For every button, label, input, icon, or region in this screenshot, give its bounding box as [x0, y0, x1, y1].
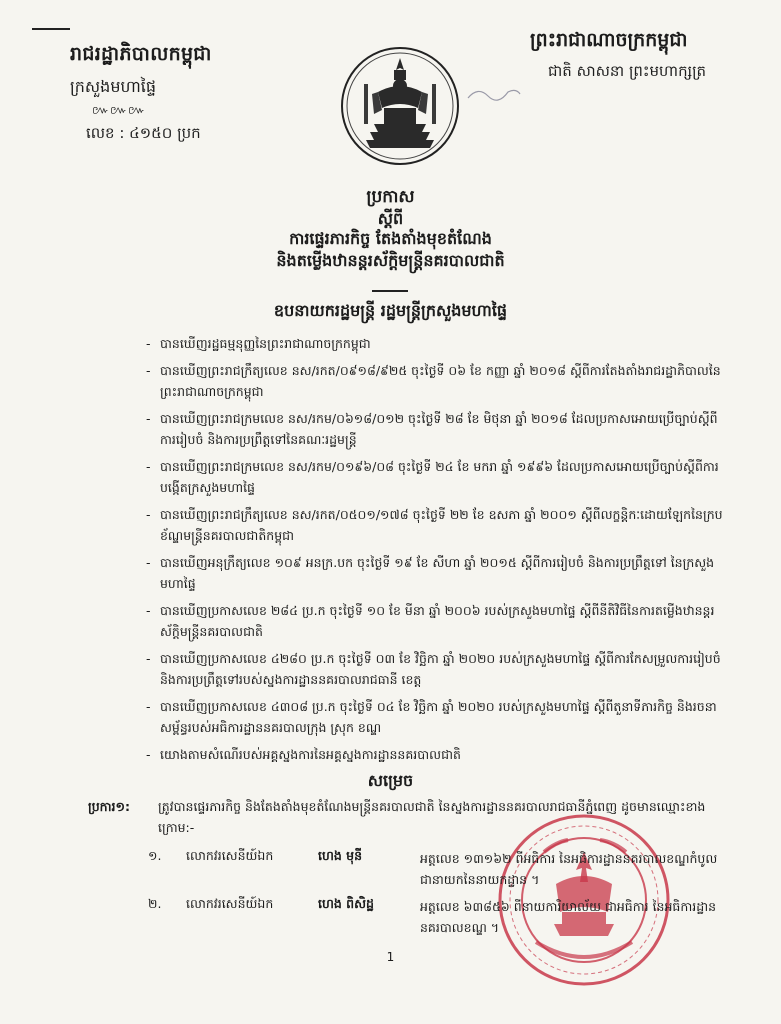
person-1-description: អត្តលេខ ១៣១៦២ ពីអធិការ នៃអធិការដ្ឋាននគរបាលខណ្ឌកំបូល ជានាយកនៃនាយកដ្ឋាន ។: [420, 851, 718, 887]
person-1-rank: លោកវរសេនីយ៍ឯក: [186, 848, 274, 863]
ministry-name: ក្រសួងមហាផ្ទៃ: [70, 77, 157, 96]
page-number: 1: [386, 950, 395, 964]
ministry-emblem-icon: [338, 44, 462, 168]
person-1-name: ហេង មុនី: [318, 848, 363, 863]
doc-subject-line-2: និងតម្លើងឋានន្តរស័ក្តិមន្ត្រីនគរបាលជាតិ: [276, 251, 505, 270]
person-2-rank: លោកវរសេនីយ៍ឯក: [186, 896, 274, 911]
preamble-clause: - បានឃើញព្រះរាជក្រឹត្យលេខ នស/រកត/០៥០១/១៧៨ ចុះថ្ងៃទី ២២ ខែ ឧសភា ឆ្នាំ ២០០១ ស្តីពីលក្ខន្តិកៈដោយឡែកនៃក្របខ័ណ្ឌមន្ត្រីនគរបាលជាតិកម្ពុជា: [146, 507, 723, 543]
preamble-clause: - បានឃើញព្រះរាជក្រមលេខ នស/រកម/០៦១៨/០១២ ចុះថ្ងៃទី ២៨ ខែ មិថុនា ឆ្នាំ ២០១៨ ដែលប្រកាសអោយប្រើច្បាប់ស្តីពីការរៀបចំ និងការប្រព្រឹត្តទៅនៃគណៈរដ្ឋមន្ត្រី: [146, 411, 718, 447]
person-2-number: ២.: [148, 896, 162, 911]
article-text: ត្រូវបានផ្ទេរភារកិច្ច និងតែងតាំងមុខតំណែងមន្ត្រីនគរបាលជាតិ នៃស្នងការដ្ឋាននគរបាលរាជធានីភ្នំពេញ ដូចមានឈ្មោះខាងក្រោម:-: [158, 799, 706, 835]
reference-number: លេខ : ៤១៥០ ប្រក: [86, 124, 201, 142]
preamble-clause: - បានឃើញអនុក្រឹត្យលេខ ១០៩ អនក្រ.បក ចុះថ្ងៃទី ១៩ ខែ សីហា ឆ្នាំ ២០១៥ ស្តីពីការរៀបចំ និងការប្រព្រឹត្តទៅ នៃក្រសួងមហាផ្ទៃ: [146, 555, 715, 591]
decision-heading: សម្រេច: [367, 771, 414, 790]
government-header: រាជរដ្ឋាភិបាលកម្ពុជា: [70, 43, 212, 65]
corner-rule: [32, 28, 70, 30]
national-motto: ជាតិ សាសនា ព្រះមហាក្សត្រ: [548, 62, 707, 80]
issuer-title: ឧបនាយករដ្ឋមន្ត្រី រដ្ឋមន្ត្រីក្រសួងមហាផ្ទៃ: [273, 301, 508, 320]
person-2-description: អត្តលេខ ៦៣៨៥៦ ពីនាយការិយាល័យ ជាអធិការ នៃអធិការដ្ឋាននគរបាលខណ្ឌ ។: [420, 899, 717, 935]
doc-subject-line-1: ការផ្ទេរភារកិច្ច តែងតាំងមុខតំណែង: [289, 229, 492, 248]
preamble-clause: - បានឃើញរដ្ឋធម្មនុញ្ញនៃព្រះរាជាណាចក្រកម្ពុជា: [146, 336, 371, 351]
handwritten-mark-icon: [464, 78, 524, 108]
preamble-clause: - បានឃើញប្រកាសលេខ ៤២៨០ ប្រ.ក ចុះថ្ងៃទី ០៣ ខែ វិច្ឆិកា ឆ្នាំ ២០២០ របស់ក្រសួងមហាផ្ទៃ ស្តីពីការកែសម្រួលការរៀបចំ និងការប្រព្រឹត្តទៅរបស់ស្នងការដ្ឋាននគរបាលរាជធានី ខេត្ត: [146, 651, 721, 687]
preamble-clauses: [146, 333, 726, 771]
preamble-clause: - បានឃើញព្រះរាជក្រមលេខ នស/រកម/០១៩៦/០៨ ចុះថ្ងៃទី ២៤ ខែ មករា ឆ្នាំ ១៩៩៦ ដែលប្រកាសអោយប្រើច្បាប់ស្តីពីការបង្កើតក្រសួងមហាផ្ទៃ: [146, 459, 719, 495]
preamble-clause: - បានឃើញប្រកាសលេខ ២៨៤ ប្រ.ក ចុះថ្ងៃទី ១០ ខែ មីនា ឆ្នាំ ២០០៦ របស់ក្រសួងមហាផ្ទៃ ស្តីពីនីតិវិធីនៃការតម្លើងឋានន្តរស័ក្តិមន្ត្រីនគរបាលជាតិ: [146, 603, 715, 639]
kingdom-header: ព្រះរាជាណាចក្រកម្ពុជា: [530, 29, 688, 51]
person-1-number: ១.: [148, 848, 162, 863]
person-2-name: ហេង ពិសិដ្ឋ: [318, 896, 374, 911]
article-label: ប្រការ១:: [88, 799, 130, 814]
title-divider: [372, 290, 408, 292]
preamble-clause: - បានឃើញព្រះរាជក្រឹត្យលេខ នស/រកត/០៩១៨/៩២៥ ចុះថ្ងៃទី ០៦ ខែ កញ្ញា ឆ្នាំ ២០១៨ ស្តីពីការតែងតាំងរាជរដ្ឋាភិបាលនៃព្រះរាជាណាចក្រកម្ពុជា: [146, 363, 721, 399]
preamble-clause: - បានឃើញប្រកាសលេខ ៤៣០៨ ប្រ.ក ចុះថ្ងៃទី ០៤ ខែ វិច្ឆិកា ឆ្នាំ ២០២០ របស់ក្រសួងមហាផ្ទៃ ស្តីពីតួនាទីភារកិច្ច និងរចនាសម្ព័ន្ធរបស់អធិការដ្ឋាននគរបាលក្រុង ស្រុក ខណ្ឌ: [146, 699, 717, 735]
ornament-divider: ៚៚៚: [92, 103, 146, 117]
doc-subject-label: ស្តីពី: [377, 209, 404, 228]
preamble-clause: - យោងតាមសំណើរបស់អគ្គស្នងការនៃអគ្គស្នងការដ្ឋាននគរបាលជាតិ: [146, 747, 461, 762]
doc-type-title: ប្រកាស: [366, 187, 415, 207]
